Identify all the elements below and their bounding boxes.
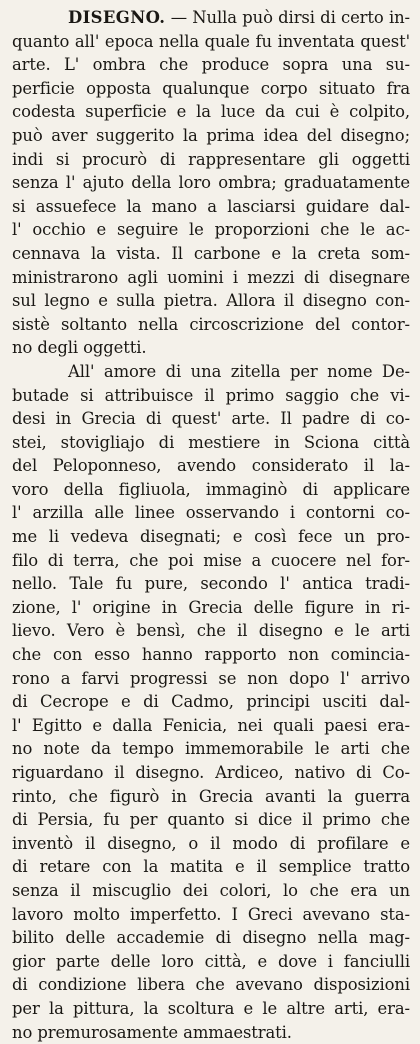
text-line: All' amore di una zitella per nome De- xyxy=(68,361,410,381)
text-line: inventò il disegno, o il modo di profilare e xyxy=(12,833,410,853)
text-line: di retare con la matita e il semplice tratto xyxy=(12,857,410,877)
text-line: si assuefece la mano a lasciarsi guidare dal- xyxy=(12,196,410,216)
text-line: gior parte delle loro città, e dove i fanciulli xyxy=(12,951,410,971)
text-line: filo di terra, che poi mise a cuocere nel for- xyxy=(12,550,410,570)
text-line: codesta superficie e la luce da cui è colpito, xyxy=(12,102,410,122)
text-line: sul legno e sulla pietra. Allora il disegno con- xyxy=(12,291,410,311)
text-line: indi si procurò di rappresentare gli oggetti xyxy=(12,149,410,169)
text-line: ministrarono agli uomini i mezzi di disegnare xyxy=(12,267,410,287)
text-line: arte. L' ombra che produce sopra una su- xyxy=(12,55,410,75)
text-line: quanto all' epoca nella quale fu inventata quest' xyxy=(12,31,410,51)
text-line: no degli oggetti. xyxy=(12,338,147,358)
line-text: — Nulla può dirsi di certo in- xyxy=(165,8,410,27)
text-line: voro della figliuola, immaginò di applicare xyxy=(12,479,410,499)
text-line: no premurosamente ammaestrati. xyxy=(12,1022,292,1042)
text-line: rinto, che figurò in Grecia avanti la guerra xyxy=(12,786,410,806)
text-line: rono a farvi progressi se non dopo l' arrivo xyxy=(12,668,410,688)
text-line: no note da tempo immemorabile le arti che xyxy=(12,739,410,759)
text-line: lavoro molto imperfetto. I Greci avevano sta- xyxy=(12,904,410,924)
text-line: del Peloponneso, avendo considerato il la- xyxy=(12,456,410,476)
text-line: perficie opposta qualunque corpo situato fra xyxy=(12,78,410,98)
text-line: cennava la vista. Il carbone e la creta som- xyxy=(12,243,410,263)
text-line: senza l' ajuto della loro ombra; graduatamente xyxy=(12,173,410,193)
text-line: stei, stovigliajo di mestiere in Sciona città xyxy=(12,432,410,452)
text-line: di Persia, fu per quanto si dice il primo che xyxy=(12,810,410,830)
text-line: di Cecrope e di Cadmo, principi usciti dal- xyxy=(12,692,410,712)
text-line: che con esso hanno rapporto non comincia- xyxy=(12,645,410,665)
text-line: me li vedeva disegnati; e così fece un pro- xyxy=(12,527,410,547)
text-line: zione, l' origine in Grecia delle figure in ri- xyxy=(12,597,410,617)
text-line: nello. Tale fu pure, secondo l' antica tradi- xyxy=(12,574,410,594)
dictionary-entry xyxy=(12,6,410,1044)
text-line: per la pittura, la scoltura e le altre arti, era- xyxy=(12,998,410,1018)
text-line: l' occhio e seguire le proporzioni che le ac- xyxy=(12,220,410,240)
text-line: riguardano il disegno. Ardiceo, nativo di Co- xyxy=(12,763,410,782)
text-line: di condizione libera che avevano disposizioni xyxy=(12,975,410,995)
paragraph-1 xyxy=(12,6,410,360)
text-line: butade si attribuisce il primo saggio che vi- xyxy=(12,385,410,405)
paragraph-2 xyxy=(12,360,410,1044)
text-line: può aver suggerito la prima idea del disegno; xyxy=(12,125,410,145)
text-line: l' arzilla alle linee osservando i contorni co- xyxy=(12,503,410,523)
text-line: l' Egitto e dalla Fenicia, nei quali paesi era- xyxy=(12,715,410,735)
text-line: senza il miscuglio dei colori, lo che era un xyxy=(12,880,410,900)
headword: DISEGNO. xyxy=(68,8,166,27)
text-line: desi in Grecia di quest' arte. Il padre di co- xyxy=(12,409,410,429)
text-line: sistè soltanto nella circoscrizione del contor- xyxy=(12,314,410,334)
text-line xyxy=(12,6,410,30)
text-line: lievo. Vero è bensì, che il disegno e le arti xyxy=(12,621,410,641)
text-line: bilito delle accademie di disegno nella mag- xyxy=(12,928,410,948)
